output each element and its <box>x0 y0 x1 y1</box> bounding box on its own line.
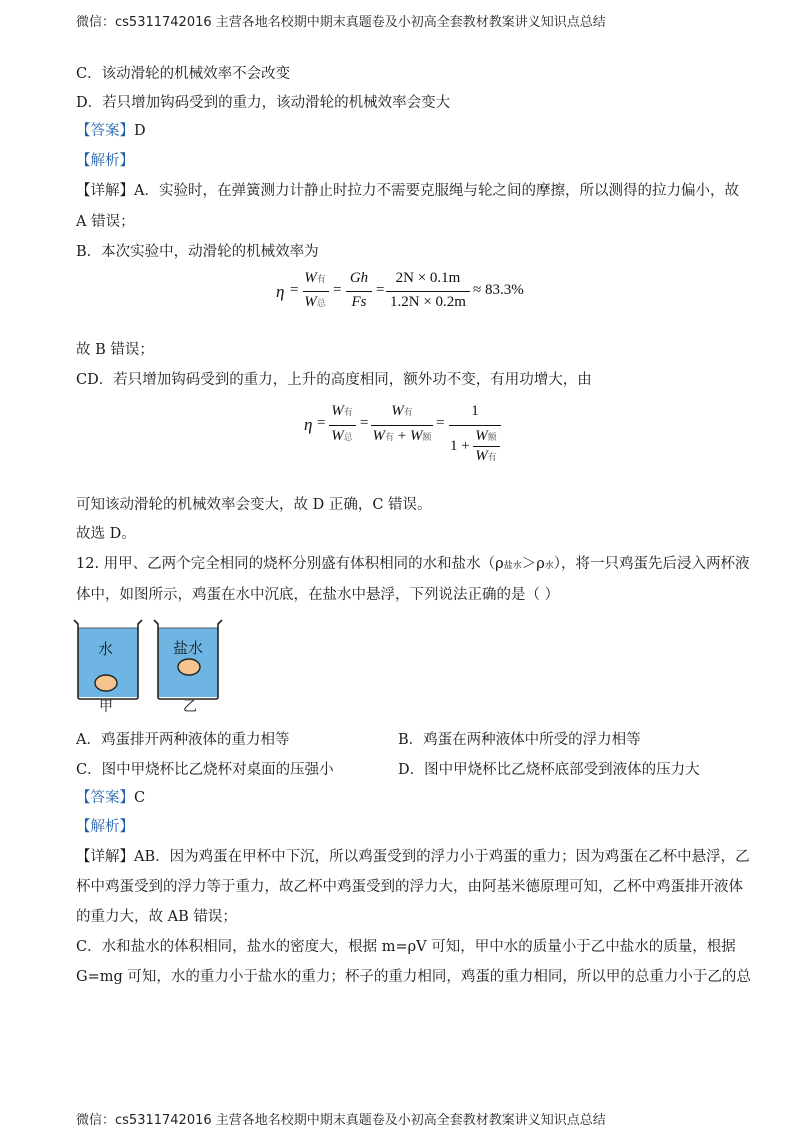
sub-total: 总 <box>343 433 353 443</box>
rho-water-sub: 水 <box>544 561 554 571</box>
detail-line-b: B．本次实验中，动滑轮的机械效率为 <box>76 244 319 260</box>
equals-sign: = <box>360 415 369 431</box>
eta-symbol: η <box>304 415 313 434</box>
work-symbol: W <box>304 294 317 310</box>
one-numerator: 1 <box>471 403 479 419</box>
beaker-right <box>154 620 222 699</box>
equals-sign: = <box>317 415 326 431</box>
answer-tag: 【答案】 <box>76 123 134 139</box>
sub-useful: 有 <box>403 408 413 418</box>
result-value: ≈ 83.3% <box>473 282 524 298</box>
work-symbol: W <box>304 270 317 286</box>
option-d-text: D．若只增加钩码受到的重力，该动滑轮的机械效率会变大 <box>76 95 451 111</box>
detail2-ab1: AB．因为鸡蛋在甲杯中下沉，所以鸡蛋受到的浮力小于鸡蛋的重力；因为鸡蛋在乙杯中悬浮，乙 <box>134 849 750 865</box>
b-wrong-line: 故 B 错误； <box>76 342 154 358</box>
denominator: 1.2N × 0.2m <box>390 294 466 310</box>
answer2-tag: 【答案】 <box>76 790 134 806</box>
question-12-line-2: 体中，如图所示，鸡蛋在水中沉底，在盐水中悬浮，下列说法正确的是（ ） <box>76 587 560 603</box>
analysis2-line <box>76 817 134 837</box>
answer-line <box>76 121 146 141</box>
sub-useful: 有 <box>385 433 395 443</box>
beaker-figure <box>70 615 240 715</box>
beaker-left <box>74 620 142 699</box>
detail2-line-1 <box>76 847 750 867</box>
detail-a-text: A．实验时，在弹簧测力计静止时拉力不需要克服绳与轮之间的摩擦，所以测得的拉力偏小，故 <box>134 183 739 199</box>
caption-jia: 甲 <box>99 699 113 715</box>
detail2-line-3: 的重力大，故 AB 错误； <box>76 909 237 925</box>
work-symbol: W <box>475 428 488 444</box>
analysis-line <box>76 151 134 171</box>
cd-conclusion-line: 可知该动滑轮的机械效率会变大，故 D 正确，C 错误。 <box>76 497 432 513</box>
equals-sign: = <box>376 282 385 298</box>
q12-text-b: ），将一只鸡蛋先后浸入两杯液 <box>553 556 750 572</box>
work-symbol: W <box>331 428 344 444</box>
sub-useful: 有 <box>487 453 497 463</box>
gh-term: Gh <box>349 270 369 286</box>
egg-suspended <box>178 659 200 675</box>
equals-sign: = <box>333 282 342 298</box>
fs-term: Fs <box>351 294 367 310</box>
water-label: 水 <box>98 640 114 658</box>
work-symbol: W <box>372 428 385 444</box>
work-symbol: W <box>475 448 488 464</box>
eta-symbol: η <box>276 282 285 301</box>
question-12-line-1 <box>76 554 750 576</box>
detail2-tag: 【详解】 <box>76 849 134 865</box>
salt-water-label: 盐水 <box>173 639 204 657</box>
analysis-tag: 【解析】 <box>76 153 134 169</box>
option-c-text: C．该动滑轮的机械效率不会改变 <box>76 66 291 82</box>
sub-total: 总 <box>316 299 326 309</box>
sub-extra: 额 <box>487 433 497 443</box>
work-symbol: W <box>331 403 344 419</box>
equals-sign: = <box>290 282 299 298</box>
option-c: C．图中甲烧杯比乙烧杯对桌面的压强小 <box>76 762 334 778</box>
egg-sunk <box>95 675 117 691</box>
caption-yi: 乙 <box>183 699 197 715</box>
option-b: B．鸡蛋在两种液体中所受的浮力相等 <box>398 732 641 748</box>
numerator: 2N × 0.1m <box>395 270 461 286</box>
q12-text-a: 12. 用甲、乙两个完全相同的烧杯分别盛有体积相同的水和盐水（ρ <box>76 556 504 572</box>
answer2-value: C <box>134 790 146 806</box>
one-plus: 1 + <box>450 438 470 454</box>
sub-useful: 有 <box>316 275 326 285</box>
detail-line-2: A 错误； <box>76 214 135 230</box>
cd-intro-line: CD．若只增加钩码受到的重力，上升的高度相同，额外功不变，有用功增大，由 <box>76 372 592 388</box>
choose-line: 故选 D。 <box>76 526 136 542</box>
work-symbol: W <box>391 403 404 419</box>
plus-sign: + <box>397 428 407 444</box>
sub-extra: 额 <box>422 433 432 443</box>
page-footer: 微信：cs5311742016 主营各地名校期中期末真题卷及小初高全套教材教案讲义知识点总结 <box>76 1113 606 1128</box>
page-header: 微信：cs5311742016 主营各地名校期中期末真题卷及小初高全套教材教案讲义知识点总结 <box>76 15 606 30</box>
option-d: D．图中甲烧杯比乙烧杯底部受到液体的压力大 <box>398 762 700 778</box>
detail2-line-5: G=mg 可知，水的重力小于盐水的重力；杯子的重力相同，鸡蛋的重力相同，所以甲的总重力小于乙的总 <box>76 969 751 985</box>
detail-tag: 【详解】 <box>76 183 134 199</box>
answer2-line <box>76 788 145 808</box>
rho-salt-sub: 盐水 <box>503 561 522 571</box>
work-symbol: W <box>409 428 423 444</box>
analysis2-tag: 【解析】 <box>76 819 134 835</box>
option-a: A．鸡蛋排开两种液体的重力相等 <box>76 732 290 748</box>
detail2-line-2: 杯中鸡蛋受到的浮力等于重力，故乙杯中鸡蛋受到的浮力大，由阿基米德原理可知，乙杯中鸡蛋排开液体 <box>76 879 743 895</box>
detail2-line-4: C．水和盐水的体积相同，盐水的密度大，根据 m=ρV 可知，甲中水的质量小于乙中盐水的质量，根据 <box>76 939 736 955</box>
detail-line-1 <box>76 181 739 201</box>
answer-value: D <box>134 123 146 139</box>
equals-sign: = <box>436 415 445 431</box>
sub-useful: 有 <box>343 408 353 418</box>
q12-gt: ＞ρ <box>521 556 545 572</box>
